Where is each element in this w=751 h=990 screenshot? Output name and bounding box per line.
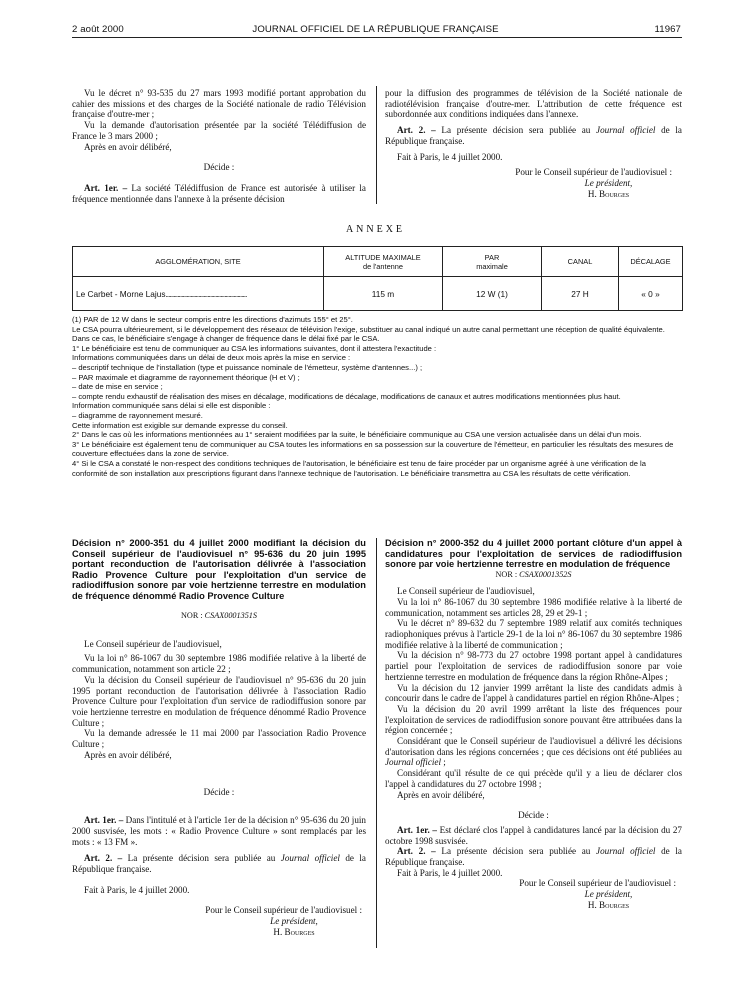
pour-line: Pour le Conseil supérieur de l'audiovisuel :: [519, 878, 676, 889]
article-label: Art. 2. –: [397, 125, 436, 136]
cell-altitude: 115 m: [324, 277, 443, 311]
page-date: 2 août 2000: [72, 24, 124, 35]
fait-line: Fait à Paris, le 4 juillet 2000.: [397, 151, 503, 162]
article-2: Art. 2. – La présente décision sera publiée au Journal officiel de la République française.: [385, 125, 682, 146]
page-number: 11967: [654, 24, 681, 35]
annexe-title: ANNEXE: [345, 224, 406, 235]
paragraph: Après en avoir délibéré,: [84, 141, 172, 152]
paragraph: Vu la demande adressée le 11 mai 2000 par l'association Radio Provence Culture ;: [72, 728, 366, 750]
article-label: Art. 2. –: [84, 853, 123, 864]
cell-site: Le Carbet - Morne Lajus..............................................................: [73, 277, 324, 311]
cell-par: 12 W (1): [443, 277, 542, 311]
nor-reference: NOR : CSAX0001351S: [181, 611, 257, 620]
fait-line: Fait à Paris, le 4 juillet 2000.: [84, 884, 190, 895]
column-header: DÉCALAGE: [619, 247, 683, 277]
paragraph: Vu la décision du 12 janvier 1999 arrêtant la liste des candidats admis à concourir dans le cadre de l'appel à candidatures partiel en région Rhône-Alpes ;: [385, 682, 682, 704]
article-label: Art. 1er. –: [84, 182, 128, 193]
note: – descriptif technique de l'installation (type et puissance nominale de l'émetteur, système d'antennes...) ;: [72, 362, 423, 372]
president-line: Le président,: [270, 916, 318, 927]
decide-heading: Décide :: [203, 162, 235, 173]
decision-title: Décision n° 2000-352 du 4 juillet 2000 portant clôture d'un appel à candidatures pour l'exploitation de services de radiodiffusion sonore par voie hertzienne terrestre en modulation de fréquence: [385, 538, 682, 569]
note: 4° Si le CSA a constaté le non-respect des conditions techniques de l'autorisation, le bénéficiaire est tenu de faire procéder par un organisme agréé à une vérification de la conformité de son installation aux prescriptions figurant dans l'annexe technique de l'autorisation. Le bénéficiaire transmettra au CSA les résultats de cette vérification.: [72, 458, 646, 478]
column-divider-top: [376, 86, 377, 204]
top-left-column: [72, 88, 366, 204]
note: 1° Le bénéficiaire est tenu de communiquer au CSA les informations suivantes, dont il attestera l'exactitude :: [72, 343, 437, 353]
paragraph: Le Conseil supérieur de l'audiovisuel,: [397, 586, 535, 597]
decision-352: [385, 538, 682, 911]
note: – date de mise en service ;: [72, 382, 163, 392]
note: – diagramme de rayonnement mesuré.: [72, 410, 203, 420]
cell-decalage: « 0 »: [619, 277, 683, 311]
paragraph: Après en avoir délibéré,: [397, 789, 485, 800]
table-row: [73, 277, 683, 311]
signature: H. Bourges: [587, 899, 630, 910]
signature: H. Bourges: [587, 188, 630, 199]
pour-line: Pour le Conseil supérieur de l'audiovisuel :: [515, 167, 672, 178]
decide-heading: Décide :: [203, 787, 235, 798]
article-2: Art. 2. – La présente décision sera publiée au Journal officiel de la République française.: [72, 853, 366, 874]
paragraph: Le Conseil supérieur de l'audiovisuel,: [84, 638, 222, 649]
article-1: Art. 1er. – La société Télédiffusion de France est autorisée à utiliser la fréquence mentionnée dans l'annexe à la présente décision: [72, 182, 366, 204]
note: – PAR maximale et diagramme de rayonnement théorique (H et V) ;: [72, 372, 300, 382]
article-label: Art. 1er. –: [397, 824, 437, 835]
decision-title: Décision n° 2000-351 du 4 juillet 2000 modifiant la décision du Conseil supérieur de l'audiovisuel n° 95-636 du 20 juin 1995 portant reconduction de l'autorisation délivrée à l'association Radio Provence Culture pour l'exploitation d'un service de radiodiffusion sonore par voie hertzienne terrestre en modulation de fréquence dénommé Radio Provence Culture: [72, 538, 366, 601]
fait-line: Fait à Paris, le 4 juillet 2000.: [397, 867, 503, 878]
note: Le CSA pourra ultérieurement, si le développement des réseaux de télévision l'exige, substituer au canal indiqué un autre canal permettant une réception de qualité équivalente. Dans ce cas, le bénéficiaire s'engage à changer de fréquence dans le délai fixé par le CSA.: [72, 324, 665, 344]
paragraph: Vu la décision du Conseil supérieur de l'audiovisuel n° 95-636 du 20 juin 1995 portant reconduction de l'autorisation délivrée à l'association Radio Provence Culture pour l'exploitation d'un service de radiodiffusion sonore par voie hertzienne terrestre en modulation de fréquence dénommé Radio Provence Culture ;: [72, 674, 366, 728]
paragraph: pour la diffusion des programmes de télévision de la Société nationale de radiotélévision française d'outre-mer. L'attribution de cette fréquence est subordonnée aux conditions indiquées dans l'annexe.: [385, 88, 682, 120]
column-header: PAR maximale: [443, 247, 542, 277]
table-header-row: [73, 247, 683, 277]
signature: H. Bourges: [273, 926, 315, 937]
article-label: Art. 2. –: [397, 846, 436, 857]
president-line: Le président,: [584, 889, 633, 900]
top-right-column: [385, 88, 682, 199]
column-header: AGGLOMÉRATION, SITE: [73, 247, 324, 277]
column-divider-bottom: [376, 538, 377, 948]
president-line: Le président,: [584, 177, 633, 188]
paragraph: Vu le décret n° 89-632 du 7 septembre 1989 relatif aux comités techniques radiophoniques prévus à l'article 29-1 de la loi n° 86-1067 du 30 septembre 1986 modifiée relative à la liberté de communication ;: [385, 618, 682, 650]
note: Information communiquée sans délai si elle est disponible :: [72, 401, 271, 411]
article-1: Art. 1er. – Est déclaré clos l'appel à candidatures lancé par la décision du 27 octobre 1998 susvisée.: [385, 824, 682, 846]
decide-heading: Décide :: [518, 810, 549, 821]
column-header: ALTITUDE MAXIMALE de l'antenne: [324, 247, 443, 277]
column-header: CANAL: [542, 247, 619, 277]
paragraph: Considérant que le Conseil supérieur de l'audiovisuel a délivré les décisions d'autorisation dans les régions concernées ; que ces décisions ont été publiées au Journal officiel ;: [385, 736, 682, 768]
pour-line: Pour le Conseil supérieur de l'audiovisuel :: [205, 905, 362, 916]
note: 2° Dans le cas où les informations mentionnées au 1° seraient modifiées par la suite, le bénéficiaire communique au CSA une version actualisée dans un délai d'un mois.: [72, 430, 642, 440]
note: 3° Le bénéficiaire est également tenu de communiquer au CSA toutes les informations en sa possession sur la couverture de l'émetteur, en particulier les résultats des mesures de couverture effectuées dans la zone de service.: [72, 439, 674, 459]
paragraph: Après en avoir délibéré,: [84, 749, 172, 760]
note: Informations communiquées dans un délai de deux mois après la mise en service :: [72, 353, 351, 363]
paragraph: Vu la décision n° 98-773 du 27 octobre 1998 portant appel à candidatures partiel pour l'exploitation de services de radiodiffusion sonore par voie hertzienne terrestre en modulation de fréquence dans la région Rhône-Alpes ;: [385, 650, 682, 682]
annexe-notes: [72, 315, 683, 478]
nor-reference: NOR : CSAX0001352S: [495, 569, 572, 579]
header-rule: [72, 37, 682, 38]
paragraph: Considérant qu'il résulte de ce qui précède qu'il y a lieu de déclarer clos l'appel à candidatures du 27 octobre 1998 ;: [385, 768, 682, 789]
cell-canal: 27 H: [542, 277, 619, 311]
article-1: Art. 1er. – Dans l'intitulé et à l'article 1er de la décision n° 95-636 du 20 juin 2000 susvisée, les mots : « Radio Provence Culture » sont remplacés par les mots : « 13 FM ».: [72, 815, 366, 847]
note: – compte rendu exhaustif de réalisation des mises en décalage, modifications de décalage, modifications de canaux et autres modifications mentionnées plus haut.: [72, 391, 621, 401]
note: Cette information est exigible sur demande expresse du conseil.: [72, 420, 288, 430]
paragraph: Vu la décision du 20 avril 1999 arrêtant la liste des fréquences pour l'exploitation de services de radiodiffusion sonore pouvant être attribuées dans la région concernée ;: [385, 703, 682, 736]
article-label: Art. 1er. –: [84, 815, 124, 826]
paragraph: Vu la loi n° 86-1067 du 30 septembre 1986 modifiée relative à la liberté de communication, notamment son article 22 ;: [72, 653, 366, 675]
article-2: Art. 2. – La présente décision sera publiée au Journal officiel de la République française.: [385, 846, 682, 868]
decision-351: [72, 538, 366, 937]
journal-title: JOURNAL OFFICIEL DE LA RÉPUBLIQUE FRANÇAISE: [252, 24, 499, 35]
paragraph: Vu la demande d'autorisation présentée par la société Télédiffusion de France le 3 mars 2000 ;: [72, 120, 366, 141]
paragraph: Vu la loi n° 86-1067 du 30 septembre 1986 modifiée relative à la liberté de communication, notamment ses articles 28, 29 et 29-1 ;: [385, 596, 682, 618]
annexe-table: [72, 246, 683, 311]
paragraph: Vu le décret n° 93-535 du 27 mars 1993 modifié portant approbation du cahier des missions et des charges de la Société nationale de radio Télévision française d'outre-mer ;: [72, 88, 366, 120]
note: (1) PAR de 12 W dans le secteur compris entre les directions d'azimuts 155° et 25°.: [72, 315, 353, 324]
